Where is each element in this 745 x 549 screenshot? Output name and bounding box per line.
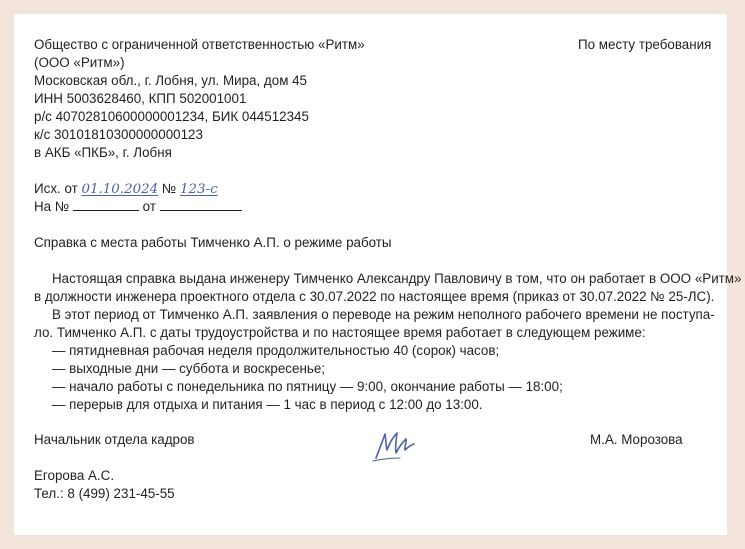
incoming-number-blank: [73, 198, 139, 211]
schedule-item: — пятидневная рабочая неделя продолжительностью 40 (сорок) часов;: [52, 343, 500, 358]
outgoing-date: 01.10.2024: [81, 182, 159, 197]
schedule-item: — начало работы с понедельника по пятницу — 9:00, окончание работы — 18:00;: [52, 379, 563, 394]
contact-name: Егорова А.С.: [34, 468, 115, 483]
signatory-position: Начальник отдела кадров: [34, 432, 195, 447]
signatory-name: М.А. Морозова: [590, 432, 683, 447]
contact-phone: Тел.: 8 (499) 231-45-55: [34, 486, 175, 501]
body-paragraph-2-line-2: ло. Тимченко А.П. с даты трудоустройства и по настоящее время работает в следующем режиме:: [34, 325, 646, 340]
body-paragraph-1-line-1: Настоящая справка выдана инженеру Тимченко Александру Павловичу в том, что он работает в ООО «Ритм»: [52, 271, 742, 286]
outgoing-ref: [34, 180, 218, 199]
incoming-date-blank: [160, 198, 242, 211]
schedule-item: — выходные дни — суббота и воскресенье;: [52, 361, 325, 376]
outgoing-number-label: №: [161, 181, 177, 196]
incoming-from-label: от: [142, 199, 156, 214]
schedule-item: — перерыв для отдыха и питания — 1 час в период с 12:00 до 13:00.: [52, 397, 483, 412]
sender-account: р/с 40702810600000001234, БИК 044512345: [34, 109, 309, 124]
incoming-ref: [34, 198, 242, 216]
sender-company-name: Общество с ограниченной ответственностью «Ритм»: [34, 37, 365, 52]
outgoing-label: Исх. от: [34, 181, 78, 196]
document-sheet: [14, 14, 742, 535]
recipient: По месту требования: [578, 37, 712, 52]
body-paragraph-1-line-2: в должности инженера проектного отдела с 30.07.2022 по настоящее время (приказ от 30.07.2022 № 25-ЛС).: [34, 289, 715, 304]
document-title: Справка с места работы Тимченко А.П. о режиме работы: [34, 235, 392, 250]
handwritten-signature: [370, 428, 418, 464]
sender-short-name: (ООО «Ритм»): [34, 55, 125, 70]
sender-inn-kpp: ИНН 5003628460, КПП 502001001: [34, 91, 247, 106]
body-paragraph-2-line-1: В этот период от Тимченко А.П. заявления о переводе на режим неполного рабочего времени не поступа-: [52, 307, 715, 322]
incoming-label: На №: [34, 199, 70, 214]
sender-address: Московская обл., г. Лобня, ул. Мира, дом 45: [34, 73, 308, 88]
sender-corr-account: к/с 30101810300000000123: [34, 127, 203, 142]
sender-bank: в АКБ «ПКБ», г. Лобня: [34, 145, 172, 160]
outgoing-number: 123-с: [180, 182, 218, 197]
